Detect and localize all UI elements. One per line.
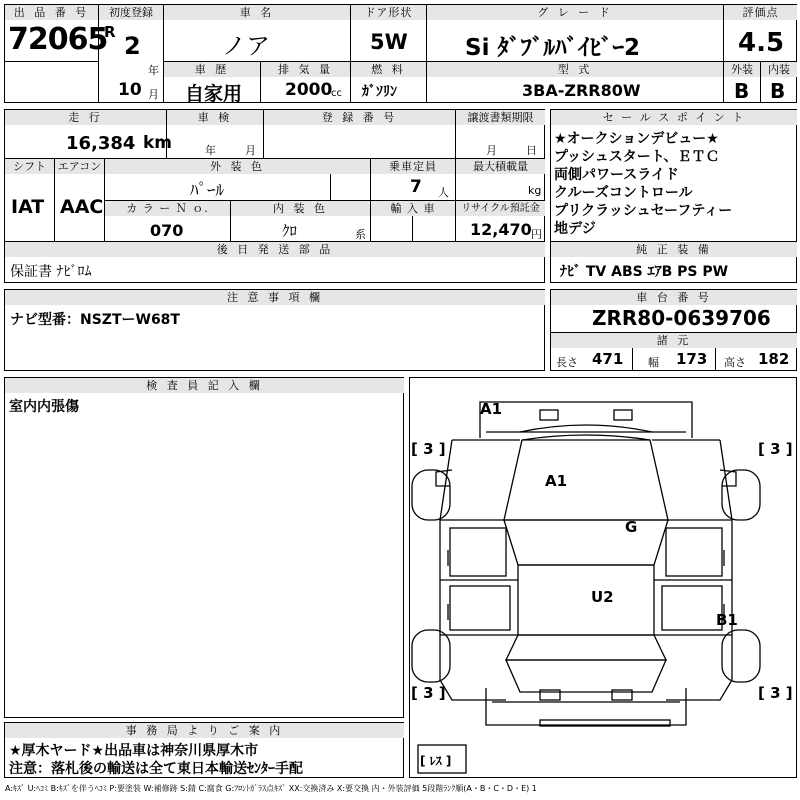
spare-tire: [ ﾚｽ ] (420, 754, 452, 768)
interior-color: ｸﾛ (282, 222, 298, 240)
door-type: 5W (370, 30, 408, 54)
era: R (104, 23, 116, 41)
displacement-label: 排 気 量 (261, 62, 350, 77)
history-label: 車 歴 (164, 62, 260, 77)
height: 182 (758, 350, 790, 368)
load-unit: kg (528, 184, 542, 197)
displacement-unit: cc (331, 88, 342, 99)
later-parts-label: 後 日 発 送 部 品 (5, 242, 545, 257)
mark-right-rear: B1 (716, 611, 738, 629)
inspector-block (4, 377, 404, 718)
later-parts: 保証書 ﾅﾋﾞﾛﾑ (10, 264, 92, 280)
grade: Si ﾀﾞﾌﾞﾙﾊﾞｲﾋﾞｰ2 (465, 35, 640, 61)
tire-rear-left: [ 3 ] (411, 684, 446, 702)
width: 173 (676, 350, 708, 368)
chassis-number: ZRR80-0639706 (592, 306, 771, 330)
office-line-1: ★厚木ヤード★出品車は神奈川県厚木市 (9, 743, 259, 759)
model-code: 3BA-ZRR80W (522, 81, 641, 100)
lot-number: 72065 (8, 22, 108, 57)
ext-label: 外装 (724, 62, 760, 77)
car-name-label: 車 名 (164, 5, 350, 20)
seats-unit: 人 (438, 186, 449, 199)
score: 4.5 (738, 28, 785, 58)
sales-point: 両側パワースライド (554, 167, 679, 183)
office-line-2: 注意：落札後の輸送は全て東日本輸送ｾﾝﾀｰ手配 (9, 761, 303, 777)
sales-point: クルーズコントロール (554, 185, 693, 201)
mark-hood: A1 (545, 472, 568, 490)
office-label: 事 務 局 よ り ご 案 内 (5, 723, 404, 738)
length: 471 (592, 350, 624, 368)
transfer-month-unit: 月 (486, 144, 497, 157)
tire-rear-right: [ 3 ] (758, 684, 793, 702)
equipment-label: 純 正 装 備 (551, 242, 797, 257)
mark-windshield: G (625, 518, 638, 536)
history: 自家用 (185, 83, 243, 105)
inspector-text: 室内内張傷 (9, 399, 79, 415)
shift: IAT (11, 196, 45, 218)
transfer-label: 譲渡書類期限 (456, 110, 545, 125)
recycle-fee: 12,470 (470, 220, 532, 239)
interior-unit: 系 (355, 228, 366, 241)
color-no-label: カ ラ ー Ｎ ｏ. (105, 201, 230, 216)
lot-label: 出 品 番 号 (5, 5, 98, 20)
fuel-label: 燃 料 (351, 62, 426, 77)
recycle-unit: 円 (531, 228, 542, 241)
legend: A:ｷｽﾞ U:ﾍｺﾐ B:ｷｽﾞを伴うﾍｺﾐ P:要塗装 W:補修跡 S:錆 C:腐食 G:ﾌﾛﾝﾄｶﾞﾗｽ点ｷｽﾞ XX:交換済み X:要交換 内・外装評価 5段階ﾗﾝｸ順(A・B・C・D・E) 1 (5, 784, 537, 793)
seats-label: 乗車定員 (371, 159, 455, 174)
shift-label: シフト (5, 159, 54, 174)
ext-grade: B (734, 79, 750, 103)
fuel: ｶﾞｿﾘﾝ (362, 84, 397, 100)
chassis-label: 車 台 番 号 (551, 290, 797, 305)
mark-roof: U2 (591, 588, 614, 606)
tire-front-left: [ 3 ] (411, 440, 446, 458)
grade-label: グ レ ー ド (427, 5, 723, 20)
sales-point: 地デジ (554, 221, 596, 237)
body-color: ﾊﾟｰﾙ (190, 181, 224, 201)
inspection-year-unit: 年 (205, 144, 216, 157)
aircon-label: エアコン (55, 159, 104, 174)
color-label: 外 装 色 (105, 159, 370, 174)
sales-point: プッシュスタート、ＥＴＣ (554, 149, 720, 165)
transfer-day-unit: 日 (526, 144, 537, 157)
notes-label: 注 意 事 項 欄 (5, 290, 545, 305)
damage-diagram (409, 377, 797, 778)
reg-year: 2 (124, 32, 141, 60)
year-unit: 年 (148, 64, 159, 77)
plate-label: 登 録 番 号 (264, 110, 455, 125)
reg-month: 10 (118, 80, 142, 100)
inspector-label: 検 査 員 記 入 欄 (5, 378, 404, 393)
seats: 7 (410, 177, 422, 197)
mileage-label: 走 行 (5, 110, 166, 125)
aircon: AAC (60, 196, 104, 218)
sales-point: プリクラッシュセーフティー (554, 203, 733, 219)
inspection-label: 車 検 (167, 110, 263, 125)
load-label: 最大積載量 (456, 159, 545, 174)
score-label: 評価点 (724, 5, 797, 20)
month-unit: 月 (148, 88, 159, 101)
tire-front-right: [ 3 ] (758, 440, 793, 458)
car-name: ノア (222, 32, 270, 60)
mileage: 16,384 (66, 133, 136, 154)
interior-label: 内 装 色 (231, 201, 370, 216)
model-label: 型 式 (427, 62, 723, 77)
first-reg-label: 初度登録 (99, 5, 163, 20)
equipment: ﾅﾋﾞ TV ABS ｴｱB PS PW (560, 264, 729, 280)
import-label: 輸 入 車 (371, 201, 455, 216)
dims-label: 諸 元 (551, 333, 797, 348)
notes-text: ナビ型番：NSZTーW68T (10, 312, 180, 328)
displacement: 2000 (285, 80, 333, 100)
mark-front-bumper: A1 (480, 400, 503, 418)
length-label: 長さ (556, 356, 578, 369)
int-grade: B (770, 79, 786, 103)
sales-point: ★オークションデビュー★ (554, 131, 719, 147)
mileage-unit: km (143, 133, 173, 153)
door-label: ドア形状 (351, 5, 426, 20)
sales-points-label: セ ー ル ス ポ イ ン ト (551, 110, 797, 125)
recycle-label: リサイクル預託金 (456, 201, 545, 216)
color-no: 070 (150, 221, 184, 240)
int-label: 内装 (761, 62, 797, 77)
width-label: 幅 (648, 356, 659, 369)
height-label: 高さ (724, 356, 746, 369)
inspection-month-unit: 月 (245, 144, 256, 157)
